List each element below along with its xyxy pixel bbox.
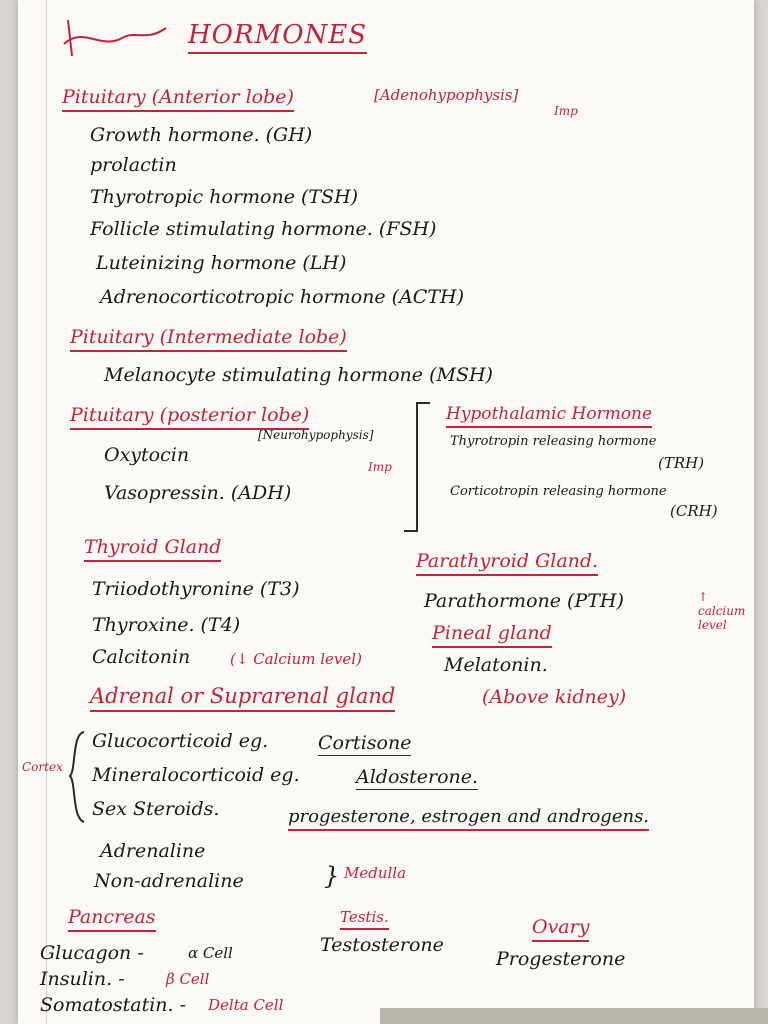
list-item: Corticotropin releasing hormone (450, 484, 667, 499)
list-item: Glucocorticoid eg. (92, 730, 269, 752)
list-item: Melanocyte stimulating hormone (MSH) (104, 364, 493, 386)
list-item: Follicle stimulating hormone. (FSH) (90, 218, 437, 240)
list-item: Luteinizing hormone (LH) (96, 252, 347, 274)
hypothalamic-bracket-bottom (404, 530, 418, 532)
list-item: Thyroxine. (T4) (92, 614, 241, 636)
imp-mark: Imp (554, 104, 578, 118)
margin-line (46, 0, 47, 1024)
list-item: Sex Steroids. (92, 798, 220, 820)
list-item: Adrenocorticotropic hormone (ACTH) (100, 286, 464, 308)
pineal-heading: Pineal gland (432, 622, 552, 648)
list-item: Insulin. - (40, 968, 125, 990)
adrenal-note: (Above kidney) (482, 686, 627, 708)
underlying-paper-strip (380, 1008, 768, 1024)
list-item: Non-adrenaline (94, 870, 244, 892)
list-item: Parathormone (PTH) (424, 590, 624, 612)
pituitary-intermediate-heading: Pituitary (Intermediate lobe) (70, 326, 347, 352)
list-item: Thyrotropic hormone (TSH) (90, 186, 359, 208)
list-item-cell: Delta Cell (208, 996, 284, 1014)
imp-mark: Imp (368, 460, 392, 474)
hypothalamic-heading: Hypothalamic Hormone (446, 404, 652, 428)
signature-scribble (62, 16, 172, 62)
parathyroid-heading: Parathyroid Gland. (416, 550, 598, 576)
list-item-abbr: (CRH) (670, 502, 718, 520)
pituitary-posterior-heading: Pituitary (posterior lobe) (70, 404, 309, 430)
ovary-heading: Ovary (532, 916, 589, 942)
pancreas-heading: Pancreas (68, 906, 156, 932)
list-item: Mineralocorticoid eg. (92, 764, 300, 786)
list-item: Thyrotropin releasing hormone (450, 434, 657, 449)
cortex-brace (66, 730, 88, 824)
adrenal-heading: Adrenal or Suprarenal gland (90, 684, 395, 712)
list-item: Progesterone (496, 948, 626, 970)
list-item-abbr: (TRH) (658, 454, 705, 472)
list-item: Somatostatin. - (40, 994, 187, 1016)
list-item: Oxytocin (104, 444, 190, 466)
list-item: Adrenaline (100, 840, 206, 862)
list-item-example: Aldosterone. (356, 766, 479, 788)
adenohypophysis-label: [Adenohypophysis] (374, 86, 519, 104)
list-item: Growth hormone. (GH) (90, 124, 313, 146)
neurohypophysis-label: [Neurohypophysis] (258, 428, 374, 442)
pituitary-anterior-heading: Pituitary (Anterior lobe) (62, 86, 294, 112)
medulla-label: Medulla (344, 864, 407, 882)
list-item-cell: β Cell (166, 970, 210, 988)
list-item: Triiodothyronine (T3) (92, 578, 300, 600)
list-item: prolactin (90, 154, 177, 176)
list-item: Calcitonin (92, 646, 191, 668)
list-item: Melatonin. (444, 654, 548, 676)
list-item: Testosterone (320, 934, 444, 956)
testis-heading: Testis. (340, 908, 389, 930)
calcitonin-note: (↓ Calcium level) (230, 650, 362, 668)
notebook-page (18, 0, 754, 1024)
thyroid-heading: Thyroid Gland (84, 536, 221, 562)
parathyroid-note: ↑ calcium level (698, 590, 746, 632)
page-title: HORMONES (188, 20, 367, 54)
list-item: Glucagon - (40, 942, 144, 964)
cortex-label: Cortex (22, 760, 63, 774)
list-item: Vasopressin. (ADH) (104, 482, 292, 504)
list-item-example: Cortisone (318, 732, 412, 754)
list-item-example: progesterone, estrogen and androgens. (288, 806, 649, 831)
medulla-brace: } (324, 862, 340, 890)
hypothalamic-bracket-top (416, 402, 430, 404)
hypothalamic-bracket (416, 402, 418, 532)
list-item-cell: α Cell (188, 944, 233, 962)
